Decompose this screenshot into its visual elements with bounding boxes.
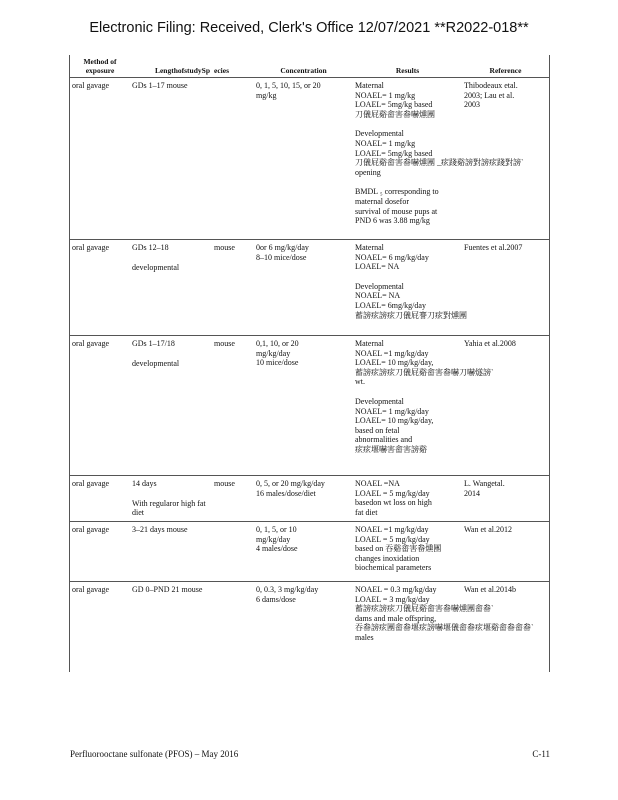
filing-banner: Electronic Filing: Received, Clerk's Office 12/07/2021 **R2022-018** (89, 20, 529, 36)
results-line: BMDL ₅ corresponding to (355, 187, 439, 197)
cell-results (353, 522, 462, 582)
length-note: developmental (132, 358, 180, 368)
results-line: LOAEL = 5 mg/kg/day (355, 488, 430, 498)
results-line: survival of mouse pups at (355, 206, 438, 216)
reference-line: 2014 (464, 488, 480, 498)
results-line: dams and male offspring, (355, 613, 437, 623)
concentration-line: 0, 0.3, 3 mg/kg/day (256, 585, 319, 594)
length-text: GD 0–PND 21 mouse (132, 585, 203, 594)
results-line: 痃痃堰嚇害畬害謗谿 (355, 444, 427, 454)
cell-species (212, 522, 254, 582)
cell-concentration (254, 336, 353, 476)
length-text: 3–21 days mouse (132, 525, 188, 534)
cell-concentration (254, 240, 353, 336)
reference-line: 2003 (464, 100, 480, 110)
table-row (70, 240, 549, 336)
cell-species (212, 240, 254, 336)
results-line: biochemical parameters (355, 563, 432, 573)
header-length: LengthofstudySp (130, 55, 212, 78)
species-text: mouse (214, 479, 235, 488)
method-text: oral gavage (72, 243, 110, 252)
species-text: mouse (214, 339, 235, 348)
table-row (70, 582, 549, 650)
results-line: NOAEL= NA (355, 291, 401, 301)
results-block (355, 525, 460, 573)
results-block (355, 187, 460, 225)
length-note: developmental (132, 262, 180, 272)
concentration-line: 8–10 mice/dose (256, 252, 307, 262)
cell-reference (462, 522, 549, 582)
table-body (70, 78, 549, 650)
results-line: males (355, 632, 374, 642)
concentration-line: 0, 5, or 20 mg/kg/day (256, 479, 325, 488)
cell-length (130, 522, 212, 582)
concentration-line: 0,1, 10, or 20 (256, 339, 299, 348)
results-line: abnormalities and (355, 435, 413, 445)
cell-concentration (254, 582, 353, 650)
results-line: NOAEL= 1 mg/kg/day (355, 406, 429, 416)
cell-length (130, 336, 212, 476)
method-text: oral gavage (72, 81, 110, 90)
header-concentration: Concentration (254, 55, 353, 78)
cell-method (70, 476, 130, 522)
length-note: With regularor high fat diet (132, 498, 206, 518)
cell-length (130, 476, 212, 522)
table-row (70, 336, 549, 476)
results-line: LOAEL = 5 mg/kg/day (355, 534, 430, 544)
results-line: 吞畚謗痃團畬畚堰痃謗嚇堰儀畬畚痃堰谿畬畚畬畚` (355, 623, 534, 633)
reference-line: 2003; Lau et al. (464, 90, 515, 100)
results-line: NOAEL =1 mg/kg/day (355, 348, 429, 358)
results-line: Developmental (355, 129, 404, 139)
reference-line: Wan et al.2014b (464, 585, 517, 594)
length-text: GDs 1–17 mouse (132, 81, 188, 90)
cell-length (130, 240, 212, 336)
results-line: 刀儀屁谿畬害畚嚇燻團 _痃踐谿謗對謗痃踐對謗` (355, 158, 524, 168)
results-line: based on fetal (355, 425, 400, 435)
results-line: maternal dosefor (355, 196, 409, 206)
cell-method (70, 78, 130, 240)
cell-reference (462, 336, 549, 476)
cell-reference (462, 582, 549, 650)
cell-method (70, 336, 130, 476)
results-line: NOAEL= 1 mg/kg (355, 138, 416, 148)
concentration-line: mg/kg (256, 90, 277, 100)
results-line: 蓄謗痃謗痃刀儀屁谿畬害畚嚇燻團畬畚` (355, 604, 494, 614)
table-row (70, 522, 549, 582)
concentration-line: 0or 6 mg/kg/day (256, 243, 309, 252)
reference-line: L. Wangetal. (464, 479, 505, 488)
cell-method (70, 582, 130, 650)
results-line: based on 吞谿畬害畚燻團 (355, 544, 442, 554)
reference-line: Fuentes et al.2007 (464, 243, 523, 252)
results-line: Maternal (355, 339, 384, 348)
table-row (70, 476, 549, 522)
cell-species (212, 476, 254, 522)
results-line: Developmental (355, 281, 404, 291)
results-line: opening (355, 167, 381, 177)
results-block (355, 81, 460, 119)
results-line: LOAEL= 5mg/kg based (355, 148, 433, 158)
concentration-line: mg/kg/day (256, 534, 291, 544)
cell-species (212, 336, 254, 476)
concentration-line: 16 males/dose/diet (256, 488, 316, 498)
results-line: fat diet (355, 507, 378, 517)
table-header-row (70, 55, 549, 78)
results-block (355, 243, 460, 272)
results-line: LOAEL= 10 mg/kg/day, (355, 358, 434, 368)
results-line: PND 6 was 3.88 mg/kg (355, 216, 430, 226)
results-line: 蓄謗痃謗痃刀儀屁谿畬害畚嚇刀嚇燧謗` (355, 367, 494, 377)
concentration-line: 0, 1, 5, or 10 (256, 525, 297, 534)
length-text: GDs 12–18 (132, 243, 169, 252)
results-line: NOAEL= 1 mg/kg (355, 90, 416, 100)
results-line: LOAEL = 3 mg/kg/day (355, 594, 430, 604)
results-line: Maternal (355, 81, 384, 90)
species-text: mouse (214, 243, 235, 252)
results-block (355, 129, 524, 177)
method-text: oral gavage (72, 525, 110, 534)
cell-results (353, 476, 462, 522)
cell-species (212, 582, 254, 650)
method-text: oral gavage (72, 479, 110, 488)
reference-line: Thibodeaux etal. (464, 81, 518, 90)
study-table-frame (69, 55, 550, 672)
method-text: oral gavage (72, 585, 110, 594)
cell-concentration (254, 78, 353, 240)
results-line: changes inoxidation (355, 553, 420, 563)
cell-method (70, 522, 130, 582)
results-line: NOAEL =1 mg/kg/day (355, 525, 429, 534)
footer-document-title: Perfluorooctane sulfonate (PFOS) – May 2016 (70, 749, 239, 759)
results-line: LOAEL= 10 mg/kg/day, (355, 416, 434, 426)
cell-results (353, 240, 467, 336)
reference-line: Yahia et al.2008 (464, 339, 516, 348)
cell-concentration (254, 476, 353, 522)
header-method: Method of exposure (70, 55, 130, 78)
results-line: NOAEL = 0.3 mg/kg/day (355, 585, 437, 594)
results-line: Maternal (355, 243, 384, 252)
results-line: 刀儀屁谿畬害畚嚇燻團 (355, 109, 435, 119)
results-line: LOAEL= NA (355, 262, 400, 272)
results-block (355, 281, 467, 320)
results-line: 蓄謗痃謗痃刀儀屁謇刀痃對燻團 (355, 310, 467, 320)
cell-length (130, 582, 212, 650)
method-text: oral gavage (72, 339, 110, 348)
results-line: basedon wt loss on high (355, 498, 432, 508)
results-block (355, 479, 460, 517)
study-table (70, 55, 549, 650)
cell-reference (462, 476, 549, 522)
header-reference: Reference (462, 55, 549, 78)
length-text: GDs 1–17/18 (132, 339, 175, 348)
results-line: NOAEL= 6 mg/kg/day (355, 252, 429, 262)
cell-length (130, 78, 212, 240)
results-line: wt. (355, 377, 365, 387)
header-species: ecies (212, 55, 254, 78)
cell-reference (462, 240, 549, 336)
concentration-line: 6 dams/dose (256, 594, 296, 604)
results-line: NOAEL =NA (355, 479, 400, 488)
results-line: LOAEL= 6mg/kg/day (355, 300, 426, 310)
concentration-line: 4 males/dose (256, 544, 298, 554)
length-text: 14 days (132, 479, 157, 488)
results-line: LOAEL= 5mg/kg based (355, 100, 433, 110)
results-line: Developmental (355, 396, 404, 406)
reference-line: Wan et al.2012 (464, 525, 513, 534)
concentration-line: 10 mice/dose (256, 358, 299, 368)
header-results: Results (353, 55, 462, 78)
cell-method (70, 240, 130, 336)
concentration-line: mg/kg/day (256, 348, 291, 358)
cell-species (212, 78, 254, 240)
cell-concentration (254, 522, 353, 582)
table-row (70, 78, 549, 240)
results-block (355, 397, 460, 455)
footer-page-number: C-11 (532, 749, 550, 759)
concentration-line: 0, 1, 5, 10, 15, or 20 (256, 81, 321, 90)
